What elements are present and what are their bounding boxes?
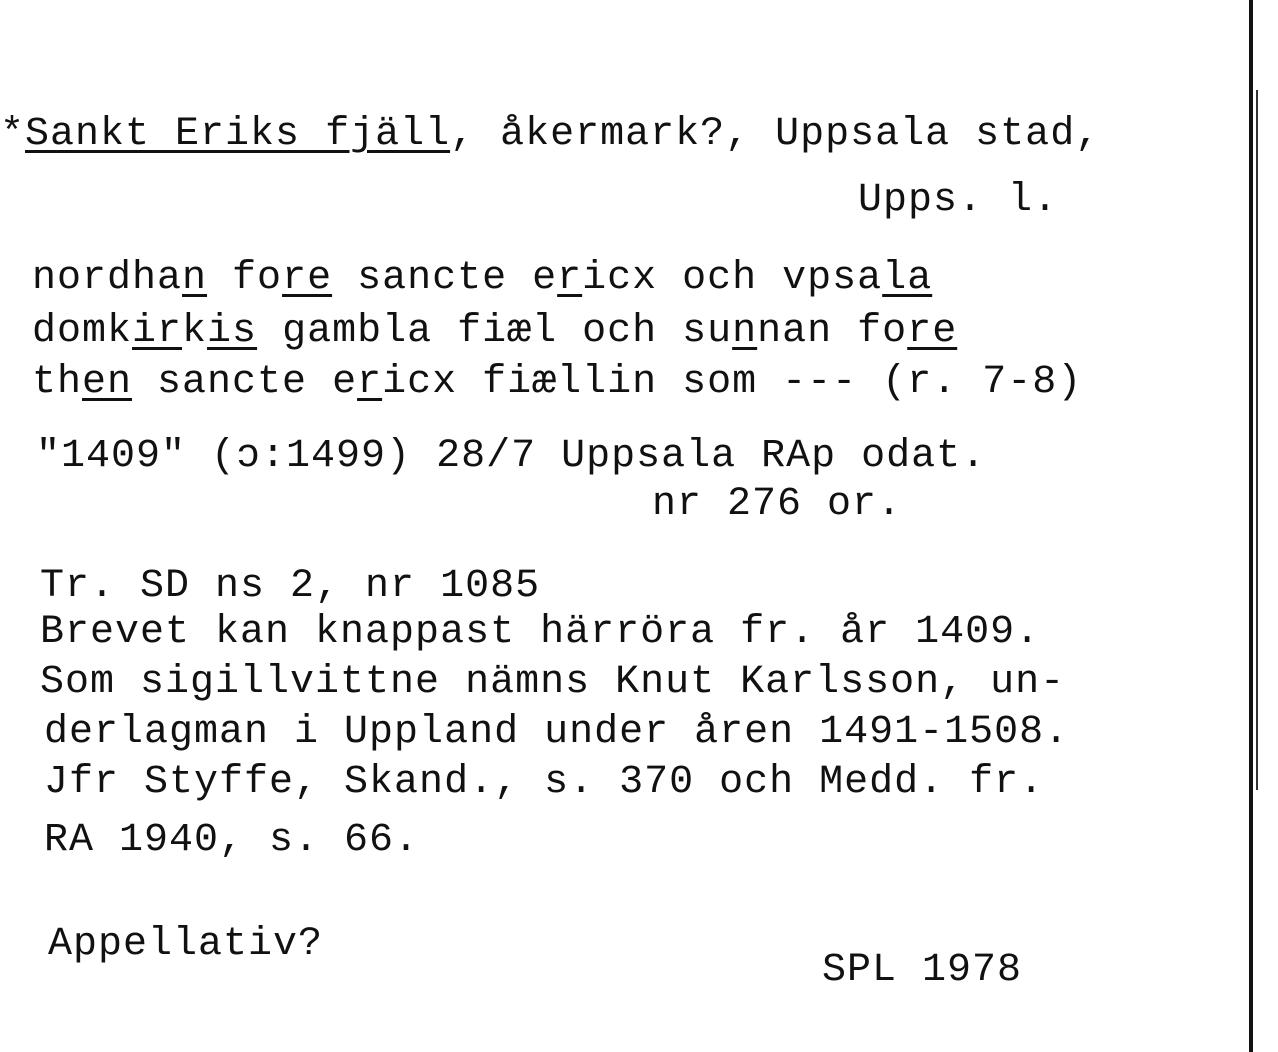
source-line-2: nr 276 or. [652, 482, 903, 527]
quote-segment: domk [32, 309, 133, 354]
quote-segment: ir [132, 309, 183, 354]
quote-segment: n [732, 309, 758, 354]
commentary-line-4: derlagman i Uppland under åren 1491-1508. [44, 710, 1070, 755]
card-edge-shadow [1256, 90, 1258, 790]
quote-segment: la [882, 256, 933, 301]
quote-line-3 [32, 360, 1082, 406]
quote-segment: nordha [32, 256, 183, 301]
commentary-line-2: Brevet kan knappast härröra fr. år 1409. [40, 610, 1041, 655]
card-edge-line [1249, 0, 1253, 1052]
quote-segment: k [182, 309, 208, 354]
quote-segment: r [557, 256, 583, 301]
commentary-line-5: Jfr Styffe, Skand., s. 370 och Medd. fr. [44, 760, 1045, 805]
heading-name: Sankt Eriks fjäll [25, 112, 451, 157]
quote-segment: sancte e [332, 256, 558, 301]
quote-segment: re [282, 256, 333, 301]
quote-segment: gambla fiæl och su [257, 309, 733, 354]
quote-segment: re [907, 309, 958, 354]
appellativ-note: Appellativ? [48, 922, 324, 967]
commentary-line-1: Tr. SD ns 2, nr 1085 [40, 564, 541, 609]
quote-segment: . 7-8) [932, 360, 1083, 405]
quote-segment: th [32, 360, 83, 405]
quote-segment: is [207, 309, 258, 354]
quote-segment: n [182, 256, 208, 301]
quote-segment: r [907, 360, 933, 405]
quote-segment: r [357, 360, 383, 405]
heading-region: Upps. l. [858, 178, 1059, 223]
quote-segment: en [82, 360, 133, 405]
signature: SPL 1978 [822, 948, 1023, 993]
heading-star: * [0, 112, 26, 157]
quote-segment: icx och vpsa [582, 256, 883, 301]
quote-line-1 [32, 256, 932, 302]
commentary-line-3: Som sigillvittne nämns Knut Karlsson, un- [40, 660, 1066, 705]
quote-segment: nan fo [757, 309, 908, 354]
source-line-1: "1409" (ɔ:1499) 28/7 Uppsala RAp odat. [36, 434, 987, 479]
heading-rest: , åkermark?, Uppsala stad, [450, 112, 1101, 157]
quote-line-2 [32, 309, 957, 355]
commentary-line-6: RA 1940, s. 66. [44, 818, 420, 863]
quote-segment: icx fiællin som --- ( [382, 360, 908, 405]
quote-segment: sancte e [132, 360, 358, 405]
quote-segment: fo [207, 256, 283, 301]
entry-heading [0, 112, 1100, 158]
